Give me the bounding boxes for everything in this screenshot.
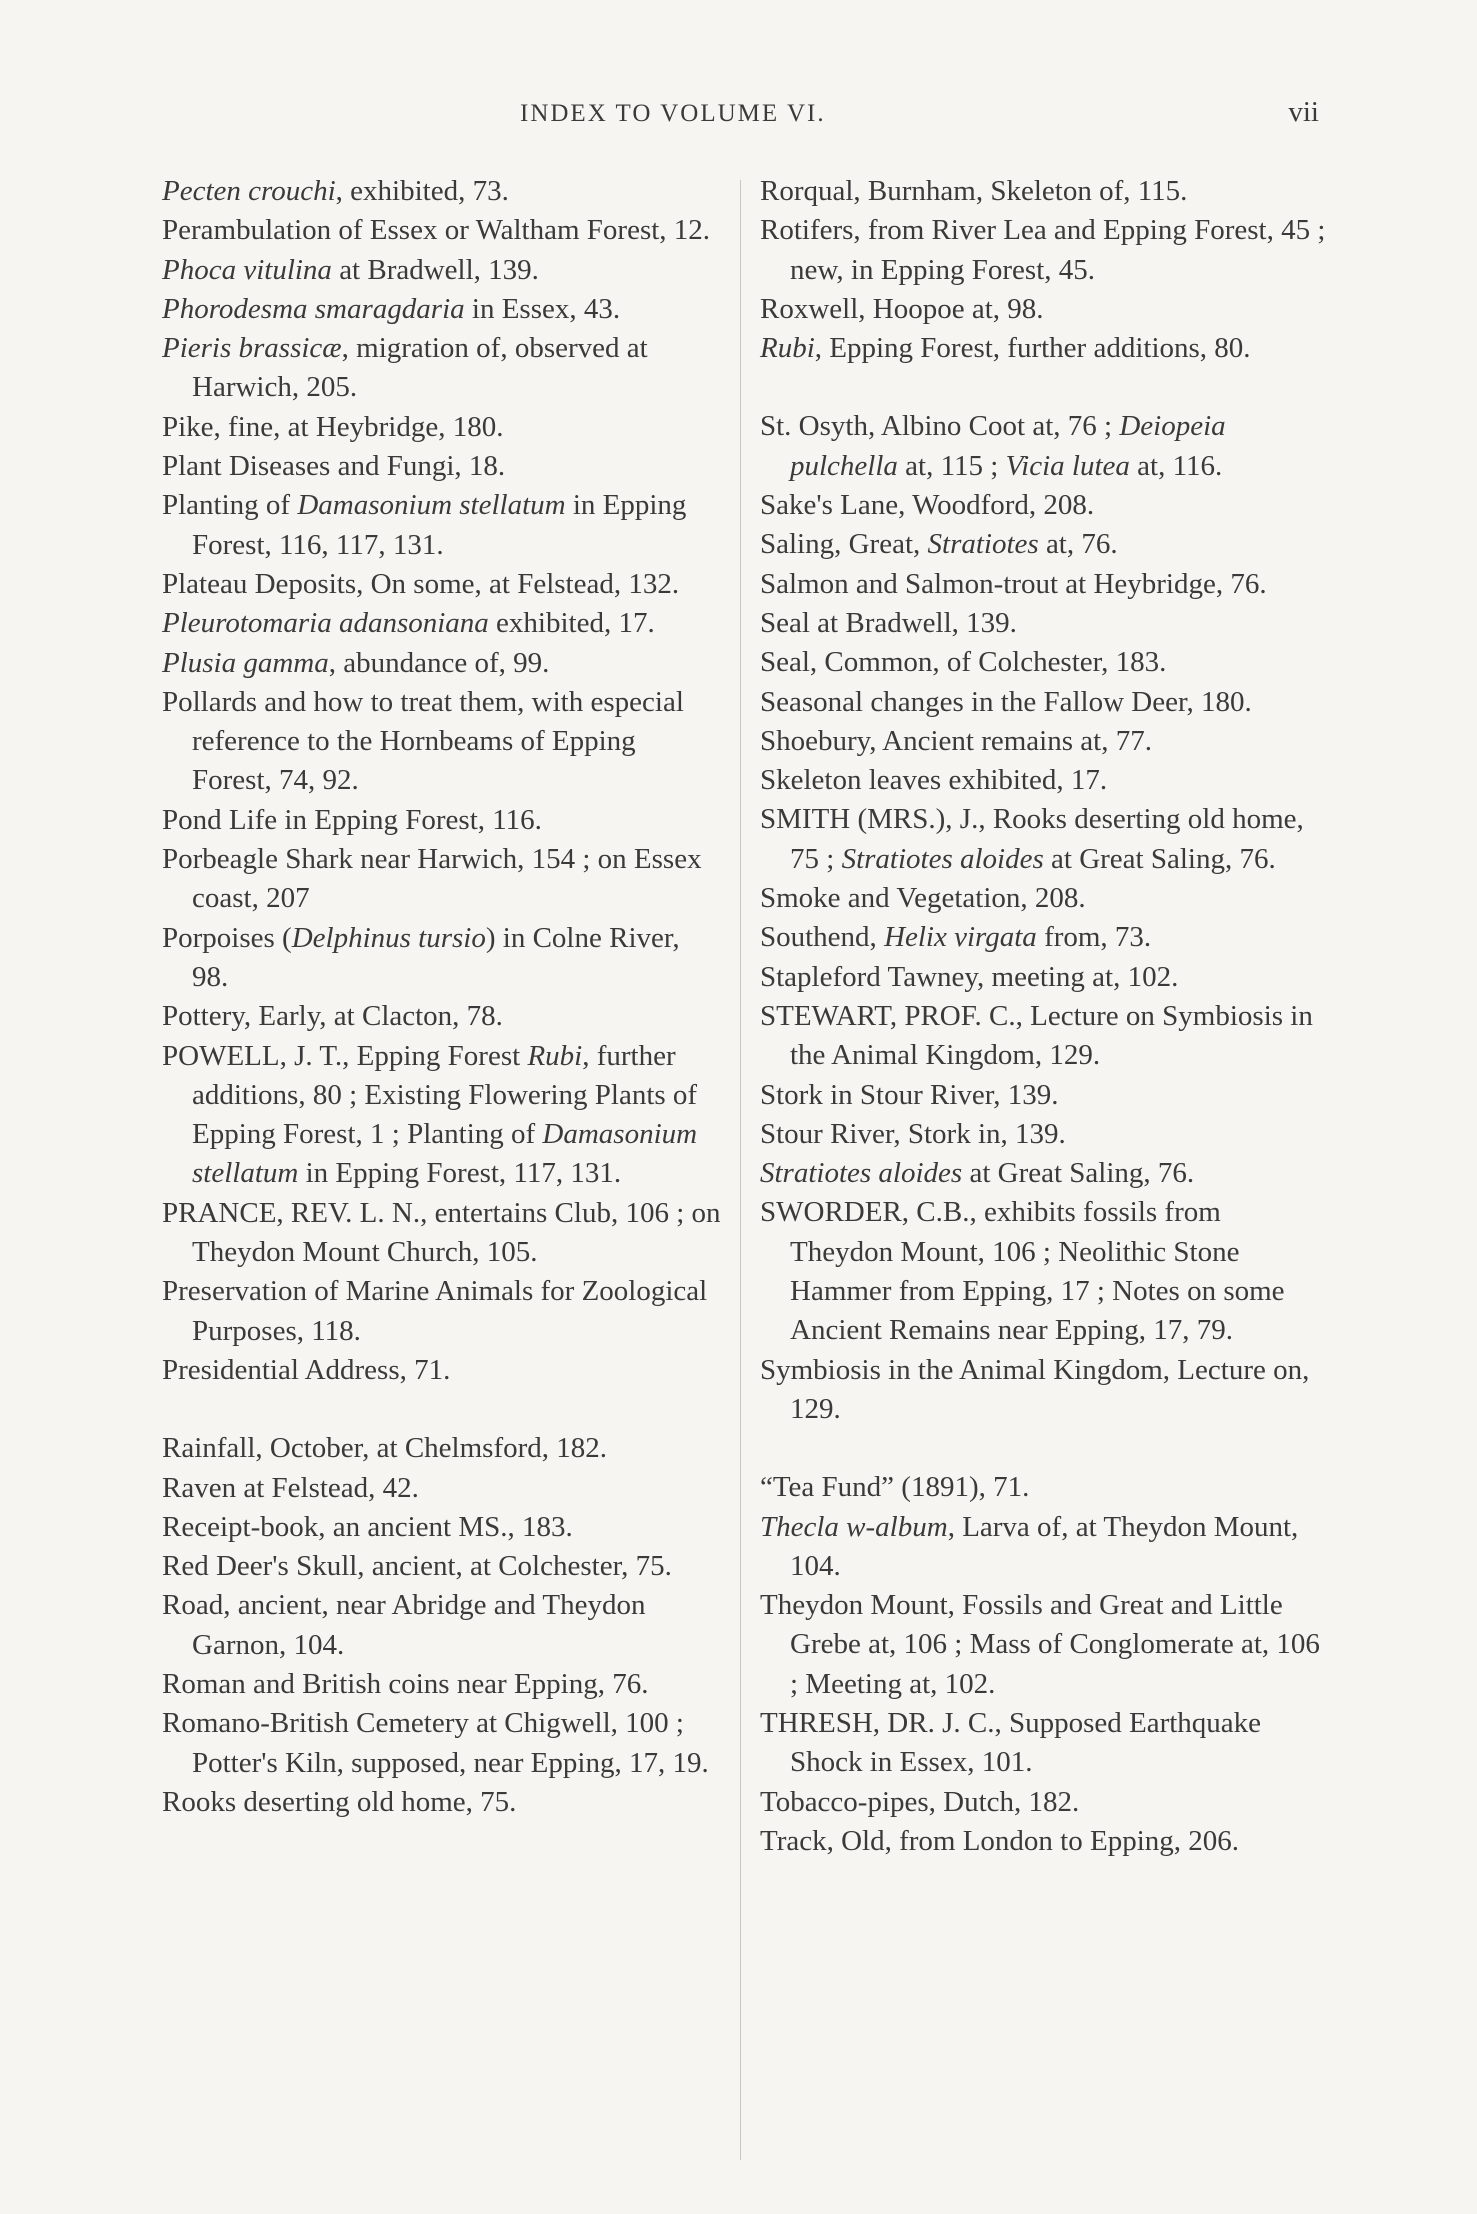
entry-text: at Bradwell, 139. — [331, 253, 539, 286]
entry-text: , Epping Forest, further additions, 80. — [814, 332, 1251, 365]
index-entry — [162, 1783, 722, 1822]
running-header — [0, 96, 1477, 140]
entry-heading: Phorodesma smaragdaria — [162, 292, 465, 325]
index-entry — [162, 1704, 722, 1783]
entry-heading: Thecla w-album — [760, 1510, 948, 1543]
entry-heading: “Tea Fund” (1891), 71. — [760, 1471, 1030, 1504]
index-entry — [760, 1508, 1326, 1587]
entry-text: , exhibited, 73. — [335, 175, 509, 207]
index-entry — [162, 604, 722, 643]
index-entry — [760, 800, 1326, 879]
entry-heading: Porbeagle Shark near Harwich, 154 ; on Essex coast, 207 — [162, 843, 702, 915]
index-entry — [162, 683, 722, 801]
entry-text: , abundance of, 99. — [328, 646, 550, 679]
index-entry — [760, 1154, 1326, 1193]
index-entry — [760, 643, 1326, 682]
entry-heading: Road, ancient, near Abridge and Theydon Garnon, 104. — [162, 1589, 646, 1661]
entry-heading: PRANCE, REV. L. N., entertains Club, 106 ; on Theydon Mount Church, 105. — [162, 1196, 721, 1269]
entry-heading: Pollards and how to treat them, with especial reference to the Hornbeams of Epping Forest, 74, 92. — [162, 685, 684, 797]
entry-text: at, 116. — [1129, 449, 1223, 482]
index-entry — [162, 172, 722, 211]
index-column-right — [760, 172, 1326, 1861]
entry-heading: Symbiosis in the Animal Kingdom, Lecture on, 129. — [760, 1353, 1310, 1425]
index-entry — [162, 1508, 722, 1547]
entry-heading: Perambulation of Essex or Waltham Forest, 12. — [162, 214, 711, 247]
entry-heading: Rooks deserting old home, 75. — [162, 1785, 517, 1818]
column-divider — [740, 180, 741, 2160]
entry-heading: Planting of — [162, 489, 298, 522]
entry-text: at Great Saling, 76. — [1043, 842, 1276, 875]
index-entry — [760, 1115, 1326, 1154]
entry-heading: THRESH, DR. J. C., Supposed Earthquake Shock in Essex, 101. — [760, 1706, 1262, 1779]
page-number: vii — [1288, 96, 1319, 128]
entry-text: at, 76. — [1038, 528, 1118, 561]
index-entry — [162, 1429, 722, 1468]
index-entry — [162, 211, 722, 250]
index-entry — [760, 211, 1326, 290]
index-entry — [760, 761, 1326, 800]
entry-text: , further additions, 80 ; Existing Flowering Plants of Epping Forest, 1 ; Planting of — [192, 1039, 698, 1151]
entry-text: in Epping Forest, 117, 131. — [298, 1157, 622, 1190]
entry-text: Stratiotes aloides — [841, 842, 1044, 875]
index-entry — [760, 722, 1326, 761]
entry-text: from, 73. — [1036, 921, 1152, 954]
index-entry — [162, 251, 722, 290]
entry-heading: Track, Old, from London to Epping, 206. — [760, 1824, 1240, 1857]
index-entry — [162, 997, 722, 1036]
entry-text: at, 115 ; — [897, 449, 1006, 482]
entry-heading: Pond Life in Epping Forest, 116. — [162, 803, 542, 836]
entry-text: Rubi — [527, 1039, 583, 1072]
index-entry — [760, 329, 1326, 368]
entry-heading: Sake's Lane, Woodford, 208. — [760, 489, 1095, 522]
entry-heading: Plateau Deposits, On some, at Felstead, 132. — [162, 567, 680, 600]
index-entry — [760, 1783, 1326, 1822]
entry-text: Stratiotes — [927, 528, 1039, 561]
index-entry — [162, 1665, 722, 1704]
entry-heading: Seal at Bradwell, 139. — [760, 606, 1017, 639]
index-entry — [162, 1194, 722, 1273]
entry-heading: POWELL, J. T., Epping Forest — [162, 1039, 528, 1072]
index-column-left — [162, 172, 722, 1822]
entry-heading: Romano-British Cemetery at Chigwell, 100 ; Potter's Kiln, supposed, near Epping, 17, 19. — [162, 1707, 709, 1779]
entry-heading: Phoca vitulina — [162, 253, 332, 286]
index-entry — [760, 1704, 1326, 1783]
index-entry — [162, 644, 722, 683]
section-gap — [760, 368, 1326, 407]
entry-heading: Red Deer's Skull, ancient, at Colchester, 75. — [162, 1550, 672, 1583]
index-entry — [162, 565, 722, 604]
entry-text: Damasonium stellatum — [192, 1118, 698, 1190]
index-entry — [162, 1037, 722, 1194]
index-entry — [760, 1076, 1326, 1115]
index-entry — [760, 918, 1326, 957]
entry-heading: Skeleton leaves exhibited, 17. — [760, 764, 1108, 797]
entry-heading: Rotifers, from River Lea and Epping Forest, 45 ; new, in Epping Forest, 45. — [760, 214, 1326, 286]
entry-text: exhibited, 17. — [488, 607, 655, 640]
index-entry — [162, 1586, 722, 1665]
entry-heading: Roxwell, Hoopoe at, 98. — [760, 292, 1044, 325]
index-entry — [760, 1193, 1326, 1350]
entry-heading: Shoebury, Ancient remains at, 77. — [760, 724, 1152, 757]
entry-heading: Seasonal changes in the Fallow Deer, 180. — [760, 685, 1252, 718]
index-entry — [162, 408, 722, 447]
entry-heading: Raven at Felstead, 42. — [162, 1471, 419, 1504]
index-entry — [162, 919, 722, 998]
index-entry — [162, 1272, 722, 1351]
entry-heading: Porpoises ( — [162, 921, 292, 954]
index-entry — [760, 1822, 1326, 1861]
entry-heading: Smoke and Vegetation, 208. — [760, 882, 1086, 915]
index-entry — [162, 840, 722, 919]
entry-text: in Essex, 43. — [464, 292, 621, 325]
index-entry — [760, 565, 1326, 604]
index-entry — [760, 290, 1326, 329]
entry-heading: Pottery, Early, at Clacton, 78. — [162, 1000, 503, 1033]
section-gap — [760, 1429, 1326, 1468]
index-entry — [760, 879, 1326, 918]
index-entry — [162, 1469, 722, 1508]
entry-heading: Rubi — [760, 332, 815, 365]
entry-heading: Rorqual, Burnham, Skeleton of, 115. — [760, 175, 1188, 207]
entry-text: Helix virgata — [884, 921, 1037, 954]
index-entry — [760, 486, 1326, 525]
index-entry — [760, 958, 1326, 997]
entry-heading: Stour River, Stork in, 139. — [760, 1117, 1066, 1150]
entry-heading: SMITH (MRS.), J., Rooks deserting old home, 75 ; — [760, 803, 1304, 875]
entry-heading: SWORDER, C.B., exhibits fossils from Theydon Mount, 106 ; Neolithic Stone Hammer from Epping, 17 ; Notes on some Ancient Remains near Epping, 17, 79. — [760, 1196, 1285, 1347]
entry-text: ) in Colne River, 98. — [192, 921, 680, 993]
index-entry — [162, 486, 722, 565]
entry-text: at Great Saling, 76. — [962, 1157, 1195, 1190]
index-entry — [760, 604, 1326, 643]
entry-heading: Theydon Mount, Fossils and Great and Little Grebe at, 106 ; Mass of Conglomerate at, 106 ; Meeting at, 102. — [760, 1589, 1320, 1700]
index-entry — [162, 290, 722, 329]
index-entry — [760, 525, 1326, 564]
entry-text: in Epping Forest, 116, 117, 131. — [192, 489, 687, 561]
index-entry — [760, 1586, 1326, 1704]
header-title: INDEX TO VOLUME VI. — [520, 100, 826, 127]
entry-heading: Roman and British coins near Epping, 76. — [162, 1667, 649, 1700]
index-entry — [760, 1351, 1326, 1430]
entry-heading: Plusia gamma — [162, 646, 329, 679]
section-gap — [162, 1390, 722, 1429]
index-entry — [162, 447, 722, 486]
index-entry — [760, 1468, 1326, 1507]
index-entry — [760, 407, 1326, 486]
entry-heading: STEWART, PROF. C., Lecture on Symbiosis in the Animal Kingdom, 129. — [760, 999, 1313, 1072]
index-entry — [760, 997, 1326, 1076]
entry-text: Deiopeia pulchella — [790, 410, 1226, 482]
entry-heading: Receipt-book, an ancient MS., 183. — [162, 1510, 573, 1543]
entry-heading: Presidential Address, 71. — [162, 1353, 451, 1386]
entry-text: Damasonium stellatum — [297, 489, 566, 522]
entry-text: Delphinus tursio — [291, 921, 486, 954]
entry-text: , Larva of, at Theydon Mount, 104. — [790, 1510, 1299, 1582]
entry-heading: Pecten crouchi — [162, 175, 336, 207]
entry-heading: Tobacco-pipes, Dutch, 182. — [760, 1785, 1080, 1818]
entry-heading: Stork in Stour River, 139. — [760, 1078, 1059, 1111]
index-entry — [760, 683, 1326, 722]
entry-heading: Southend, — [760, 921, 885, 954]
index-entry — [162, 801, 722, 840]
index-entry — [162, 1351, 722, 1390]
entry-heading: Pleurotomaria adansoniana — [162, 607, 489, 640]
entry-heading: Seal, Common, of Colchester, 183. — [760, 646, 1167, 679]
entry-heading: Plant Diseases and Fungi, 18. — [162, 450, 506, 483]
entry-heading: Pieris brassicæ — [162, 332, 342, 365]
entry-heading: Stratiotes aloides — [760, 1157, 963, 1190]
entry-text: Vicia lutea — [1005, 449, 1130, 482]
index-entry — [162, 329, 722, 408]
entry-heading: Rainfall, October, at Chelmsford, 182. — [162, 1432, 608, 1465]
index-entry — [760, 172, 1326, 211]
entry-heading: Stapleford Tawney, meeting at, 102. — [760, 960, 1179, 993]
entry-heading: Saling, Great, — [760, 528, 928, 561]
entry-heading: Pike, fine, at Heybridge, 180. — [162, 410, 504, 443]
entry-heading: Salmon and Salmon-trout at Heybridge, 76. — [760, 567, 1267, 600]
entry-heading: Preservation of Marine Animals for Zoological Purposes, 118. — [162, 1275, 708, 1347]
index-entry — [162, 1547, 722, 1586]
entry-text: , migration of, observed at Harwich, 205. — [192, 332, 648, 404]
entry-heading: St. Osyth, Albino Coot at, 76 ; — [760, 410, 1120, 443]
